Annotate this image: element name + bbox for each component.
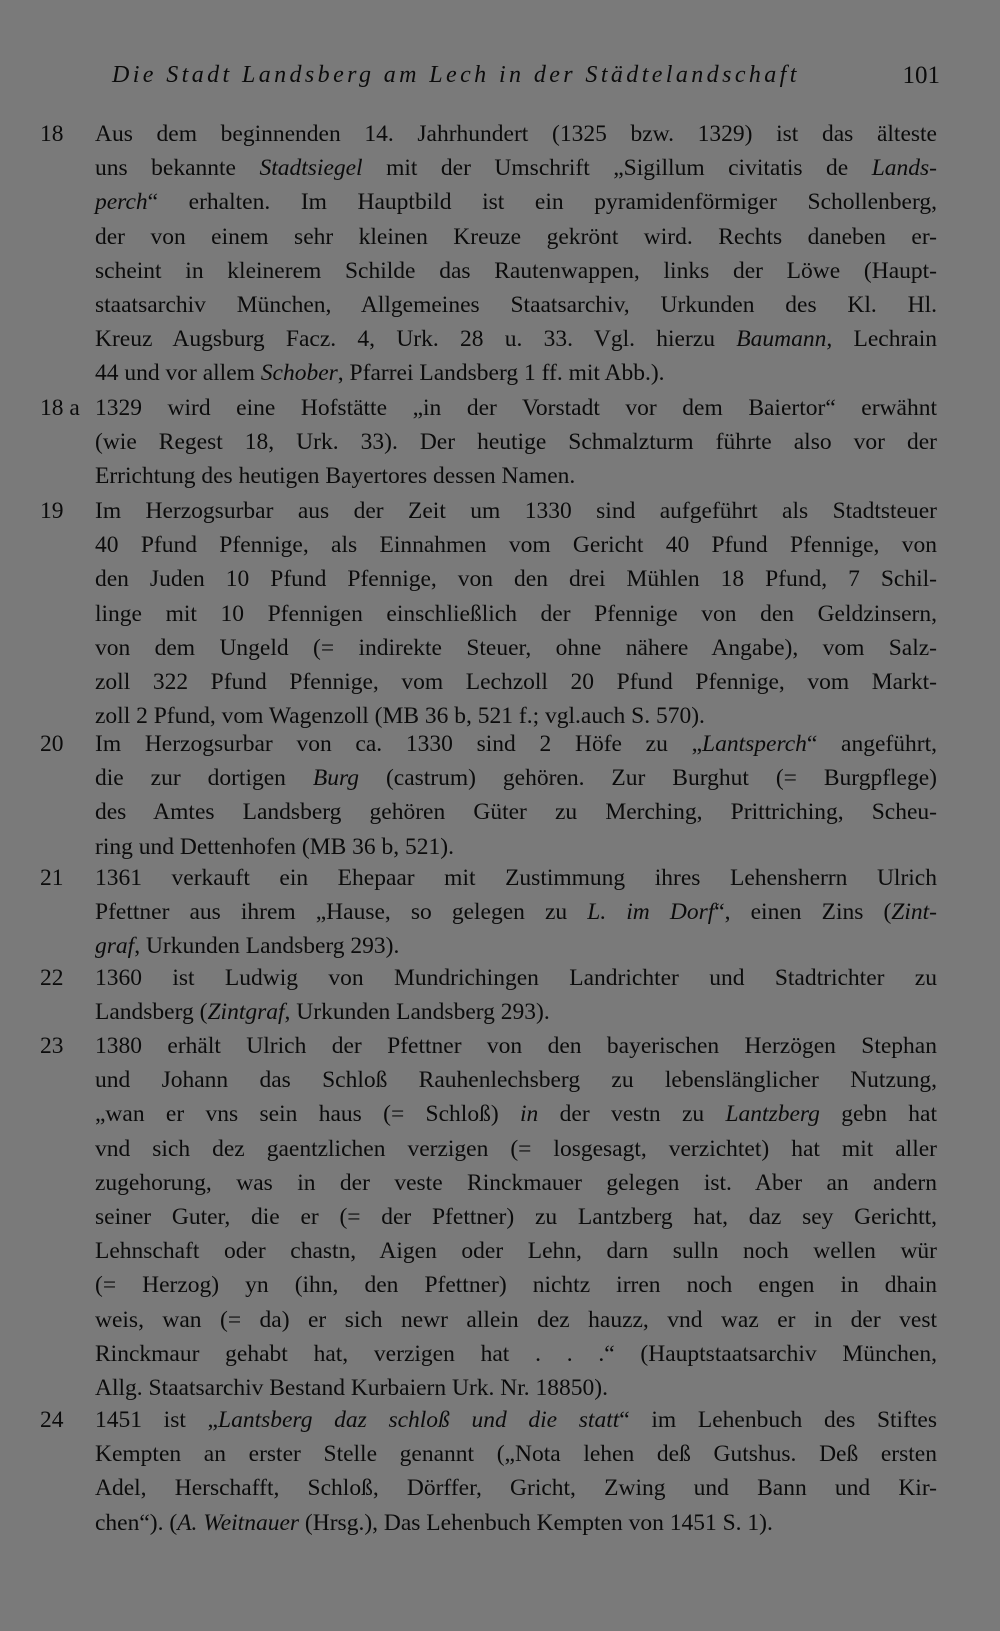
text-run: 1329 wird eine Hofstätte „in der Vorstadt vor dem Baiertor“ erwähnt [95,395,937,421]
italic-text: graf [95,933,135,960]
text-run: die zur dortigen [95,765,313,792]
text-run: seiner Guter, die er (= der Pfettner) zu Lantzberg hat, daz sey Gerichtt, [95,1203,937,1230]
text-run: (Hrsg.), Das Lehenbuch Kempten von 1451 S. 1). [299,1509,773,1536]
text-line [95,830,937,864]
text-run: Landsberg ( [95,999,208,1026]
text-run: ring und Dettenhofen (MB 36 b, 521). [95,833,454,860]
text-line [95,761,937,795]
regest-number: 20 [40,731,64,757]
regest-entry [0,1029,1000,1405]
text-line [95,1063,937,1097]
text-run: “ erhalten. Im Hauptbild ist ein pyramidenförmiger Schollenberg, [147,189,937,216]
text-run: und Johann das Schloß Rauhenlechsberg zu lebenslänglicher Nutzung, [95,1067,937,1094]
text-line [95,1234,937,1268]
text-run: Im Herzogsurbar von ca. 1330 sind 2 Höfe zu „ [95,731,703,757]
text-run: von dem Ungeld (= indirekte Steuer, ohne nähere Angabe), vom Salz- [95,634,937,661]
regest-number: 21 [40,865,64,891]
text-run: mit der Umschrift „Sigillum civitatis de [362,155,872,182]
text-run: 1451 ist „ [95,1407,218,1433]
text-run: , Urkunden Landsberg 293). [284,999,550,1026]
text-run: der vestn zu [538,1101,726,1128]
text-line [95,1166,937,1200]
text-run: vnd sich dez gaentzlichen verzigen (= losgesagt, verzichtet) hat mit aller [95,1135,937,1162]
text-run: weis, wan (= da) er sich newr allein dez hauzz, vnd waz er in der vest [95,1306,937,1333]
text-run: , Pfarrei Landsberg 1 ff. mit Abb.). [337,360,665,387]
regest-number: 19 [40,498,64,524]
text-run: “, einen Zins ( [714,899,892,926]
text-line [95,895,937,929]
text-run: zoll 322 Pfund Pfennige, vom Lechzoll 20 Pfund Pfennige, vom Markt- [95,668,937,695]
italic-text: Lantsperch [702,731,807,757]
italic-text: Burg [312,765,359,792]
text-line [95,1371,937,1405]
regest-entry [0,1403,1000,1540]
text-line [95,1097,937,1131]
text-run: der von einem sehr kleinen Kreuze gekrönt wird. Rechts daneben er- [95,223,937,250]
text-run: uns bekannte [95,155,260,182]
running-header [112,62,940,102]
italic-text: Baumann, [736,326,833,353]
text-line [95,665,937,699]
text-line [95,528,937,562]
text-run: Im Herzogsurbar aus der Zeit um 1330 sind aufgeführt als Stadtsteuer [95,498,937,524]
text-run: Rinckmaur gehabt hat, verzigen hat . . .“ (Hauptstaatsarchiv München, [95,1340,937,1367]
italic-text: Lands- [871,155,937,182]
running-header-title: Die Stadt Landsberg am Lech in der Städtelandschaft [112,62,800,88]
text-line [95,1506,937,1540]
regest-number: 24 [40,1407,64,1433]
text-line [95,494,937,528]
text-run: linge mit 10 Pfennigen einschließlich der Pfennige von den Geldzinsern, [95,600,937,627]
text-run: staatsarchiv München, Allgemeines Staatsarchiv, Urkunden des Kl. Hl. [95,291,937,318]
regest-entry [0,727,1000,864]
text-run: Lehnschaft oder chastn, Aigen oder Lehn, darn sulln noch wellen wür [95,1238,937,1265]
text-line [95,929,937,963]
italic-text: Zint- [891,899,937,926]
regest-entry [0,391,1000,494]
text-line [95,631,937,665]
text-run: Allg. Staatsarchiv Bestand Kurbaiern Urk. Nr. 18850). [95,1374,608,1401]
text-line [95,220,937,254]
text-line [95,1337,937,1371]
text-run: des Amtes Landsberg gehören Güter zu Merching, Prittriching, Scheu- [95,799,937,826]
text-line [95,1200,937,1234]
text-run: „wan er vns sein haus (= Schloß) [95,1101,521,1128]
italic-text: Schober [260,360,338,387]
regest-number: 18 a [40,395,80,421]
italic-text: perch [95,189,148,216]
regest-entry [0,494,1000,733]
text-line [95,1132,937,1166]
text-line [95,254,937,288]
text-run: gebn hat [819,1101,937,1128]
italic-text: Stadtsiegel [259,155,363,182]
italic-text: A. Weitnauer [177,1509,300,1536]
italic-text: Lantzberg [725,1101,820,1128]
text-line [95,391,937,425]
regest-entry [0,861,1000,964]
page-number: 101 [902,62,940,89]
regest-entry [0,117,1000,391]
regest-number: 23 [40,1033,64,1059]
text-line [95,1437,937,1471]
text-line [95,1471,937,1505]
text-line [95,1303,937,1337]
text-line [95,288,937,322]
italic-text: in [520,1101,539,1128]
text-run: Aus dem beginnenden 14. Jahrhundert (1325 bzw. 1329) ist das älteste [95,121,937,147]
text-line [95,1029,937,1063]
text-line [95,185,937,219]
text-line [95,961,937,995]
text-run: , Urkunden Landsberg 293). [134,933,400,960]
text-run: 1361 verkauft ein Ehepaar mit Zustimmung ihres Lehensherrn Ulrich [95,865,937,891]
text-line [95,117,937,151]
text-line [95,597,937,631]
text-run: Kempten an erster Stelle genannt („Nota lehen deß Gutshus. Deß ersten [95,1441,937,1468]
text-run: Pfettner aus ihrem „Hause, so gelegen zu [95,899,588,926]
regest-entry [0,961,1000,1029]
text-run: (castrum) gehören. Zur Burghut (= Burgpflege) [359,765,937,792]
text-run: “ angeführt, [806,731,937,757]
italic-text: L. im Dorf [587,899,715,926]
text-line [95,1403,937,1437]
text-line [95,562,937,596]
text-run: “ im Lehenbuch des Stiftes [619,1407,938,1433]
text-run: Kreuz Augsburg Facz. 4, Urk. 28 u. 33. Vgl. hierzu [95,326,737,353]
text-run: Errichtung des heutigen Bayertores dessen Namen. [95,463,576,490]
text-line [95,459,937,493]
text-line [95,356,937,390]
text-line [95,151,937,185]
text-run: den Juden 10 Pfund Pfennige, von den drei Mühlen 18 Pfund, 7 Schil- [95,566,937,593]
text-line [95,322,937,356]
text-line [95,995,937,1029]
text-run: 1380 erhält Ulrich der Pfettner von den bayerischen Herzögen Stephan [95,1033,937,1059]
text-line [95,795,937,829]
text-line [95,727,937,761]
text-run: zoll 2 Pfund, vom Wagenzoll (MB 36 b, 521 f.; vgl.auch S. 570). [95,703,705,730]
text-run: 40 Pfund Pfennige, als Einnahmen vom Gericht 40 Pfund Pfennige, von [95,532,937,559]
text-run: scheint in kleinerem Schilde das Rautenwappen, links der Löwe (Haupt- [95,257,937,284]
text-line [95,1268,937,1302]
regest-number: 22 [40,965,64,991]
text-run: Lechrain [832,326,937,353]
italic-text: Lantsberg daz schloß und die statt [218,1407,620,1433]
text-line [95,861,937,895]
text-line [95,425,937,459]
italic-text: Zintgraf [207,999,285,1026]
text-run: (wie Regest 18, Urk. 33). Der heutige Schmalzturm führte also vor der [95,429,937,456]
regest-number: 18 [40,121,64,147]
text-run: (= Herzog) yn (ihn, den Pfettner) nichtz irren noch engen in dhain [95,1272,937,1299]
text-run: chen“). ( [95,1509,178,1536]
text-run: Adel, Herschafft, Schloß, Dörffer, Gricht, Zwing und Bann und Kir- [95,1475,937,1502]
text-run: 1360 ist Ludwig von Mundrichingen Landrichter und Stadtrichter zu [95,965,937,991]
text-run: zugehorung, was in der veste Rinckmauer gelegen ist. Aber an andern [95,1169,937,1196]
text-run: 44 und vor allem [95,360,261,387]
